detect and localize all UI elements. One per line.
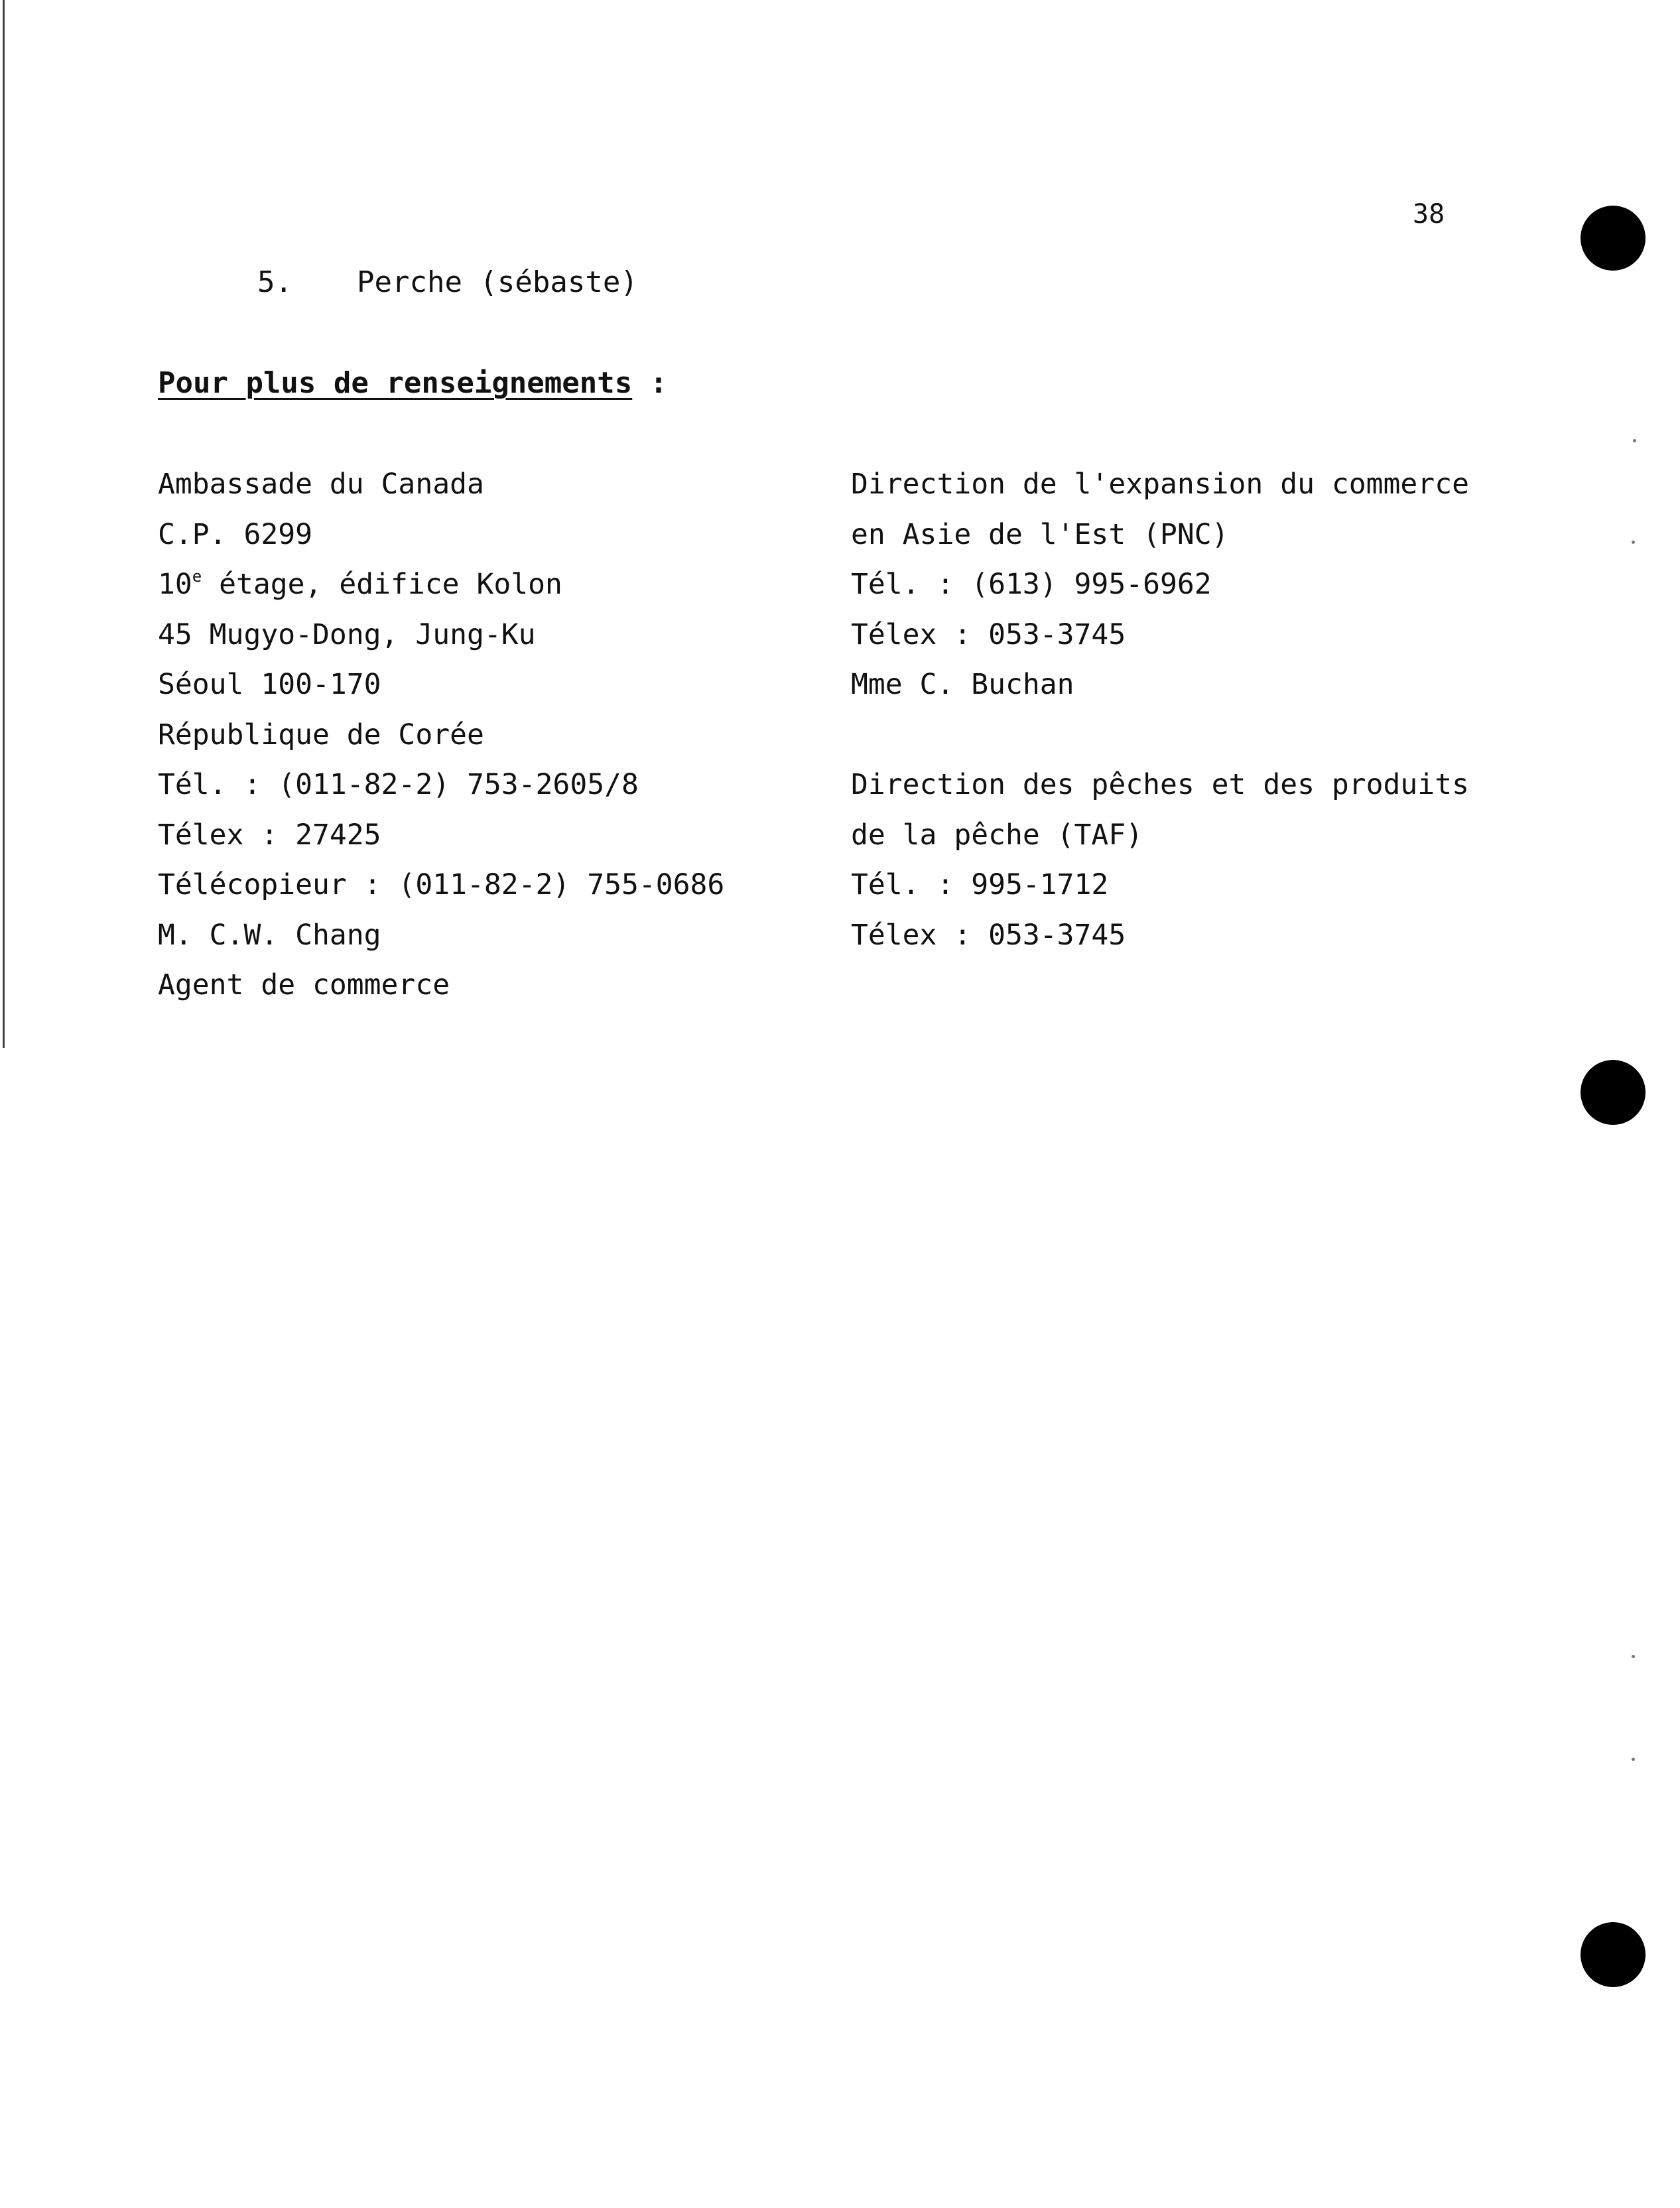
address-line: République de Corée [158,718,484,751]
embassy-address-block [158,460,724,1011]
punch-hole-bottom [1581,1922,1646,1987]
address-line: 45 Mugyo-Dong, Jung-Ku [158,617,536,651]
punch-hole-top [1581,206,1646,271]
contact-line: en Asie de l'Est (PNC) [851,517,1229,551]
address-line: M. C.W. Chang [158,918,381,952]
scan-speck [1632,541,1635,544]
section-number: 5. [257,265,292,299]
scan-speck [1632,1758,1635,1761]
page-edge-rule [3,0,5,1048]
contact-line: Mme C. Buchan [851,668,1074,701]
contact-blocks [851,460,1469,960]
address-line: Séoul 100-170 [158,668,381,701]
address-line-floor: 10e étage, édifice Kolon [158,567,562,601]
address-line: Agent de commerce [158,968,450,1002]
contact-line: de la pêche (TAF) [851,818,1143,852]
address-line: C.P. 6299 [158,517,312,551]
contact-line: Télex : 053-3745 [851,617,1126,651]
info-heading [158,366,667,400]
address-line: Télécopieur : (011-82-2) 755-0686 [158,868,725,901]
info-heading-colon: : [632,366,668,400]
punch-hole-middle [1581,1060,1646,1125]
contact-line: Direction des pêches et des produits [851,768,1469,801]
section-heading [257,265,638,299]
scan-speck [1632,1655,1635,1658]
address-line: Tél. : (011-82-2) 753-2605/8 [158,768,639,801]
address-line: Ambassade du Canada [158,468,484,501]
page-number: 38 [1413,199,1445,229]
scan-speck [1633,439,1636,442]
contact-line: Tél. : (613) 995-6962 [851,568,1212,601]
section-title: Perche (sébaste) [357,265,638,299]
contact-line: Télex : 053-3745 [851,918,1126,952]
address-line: Télex : 27425 [158,818,381,852]
block-spacer [851,710,1469,761]
info-heading-label: Pour plus de renseignements [158,366,633,400]
contact-line: Direction de l'expansion du commerce [851,468,1469,501]
contact-line: Tél. : 995-1712 [851,868,1109,901]
